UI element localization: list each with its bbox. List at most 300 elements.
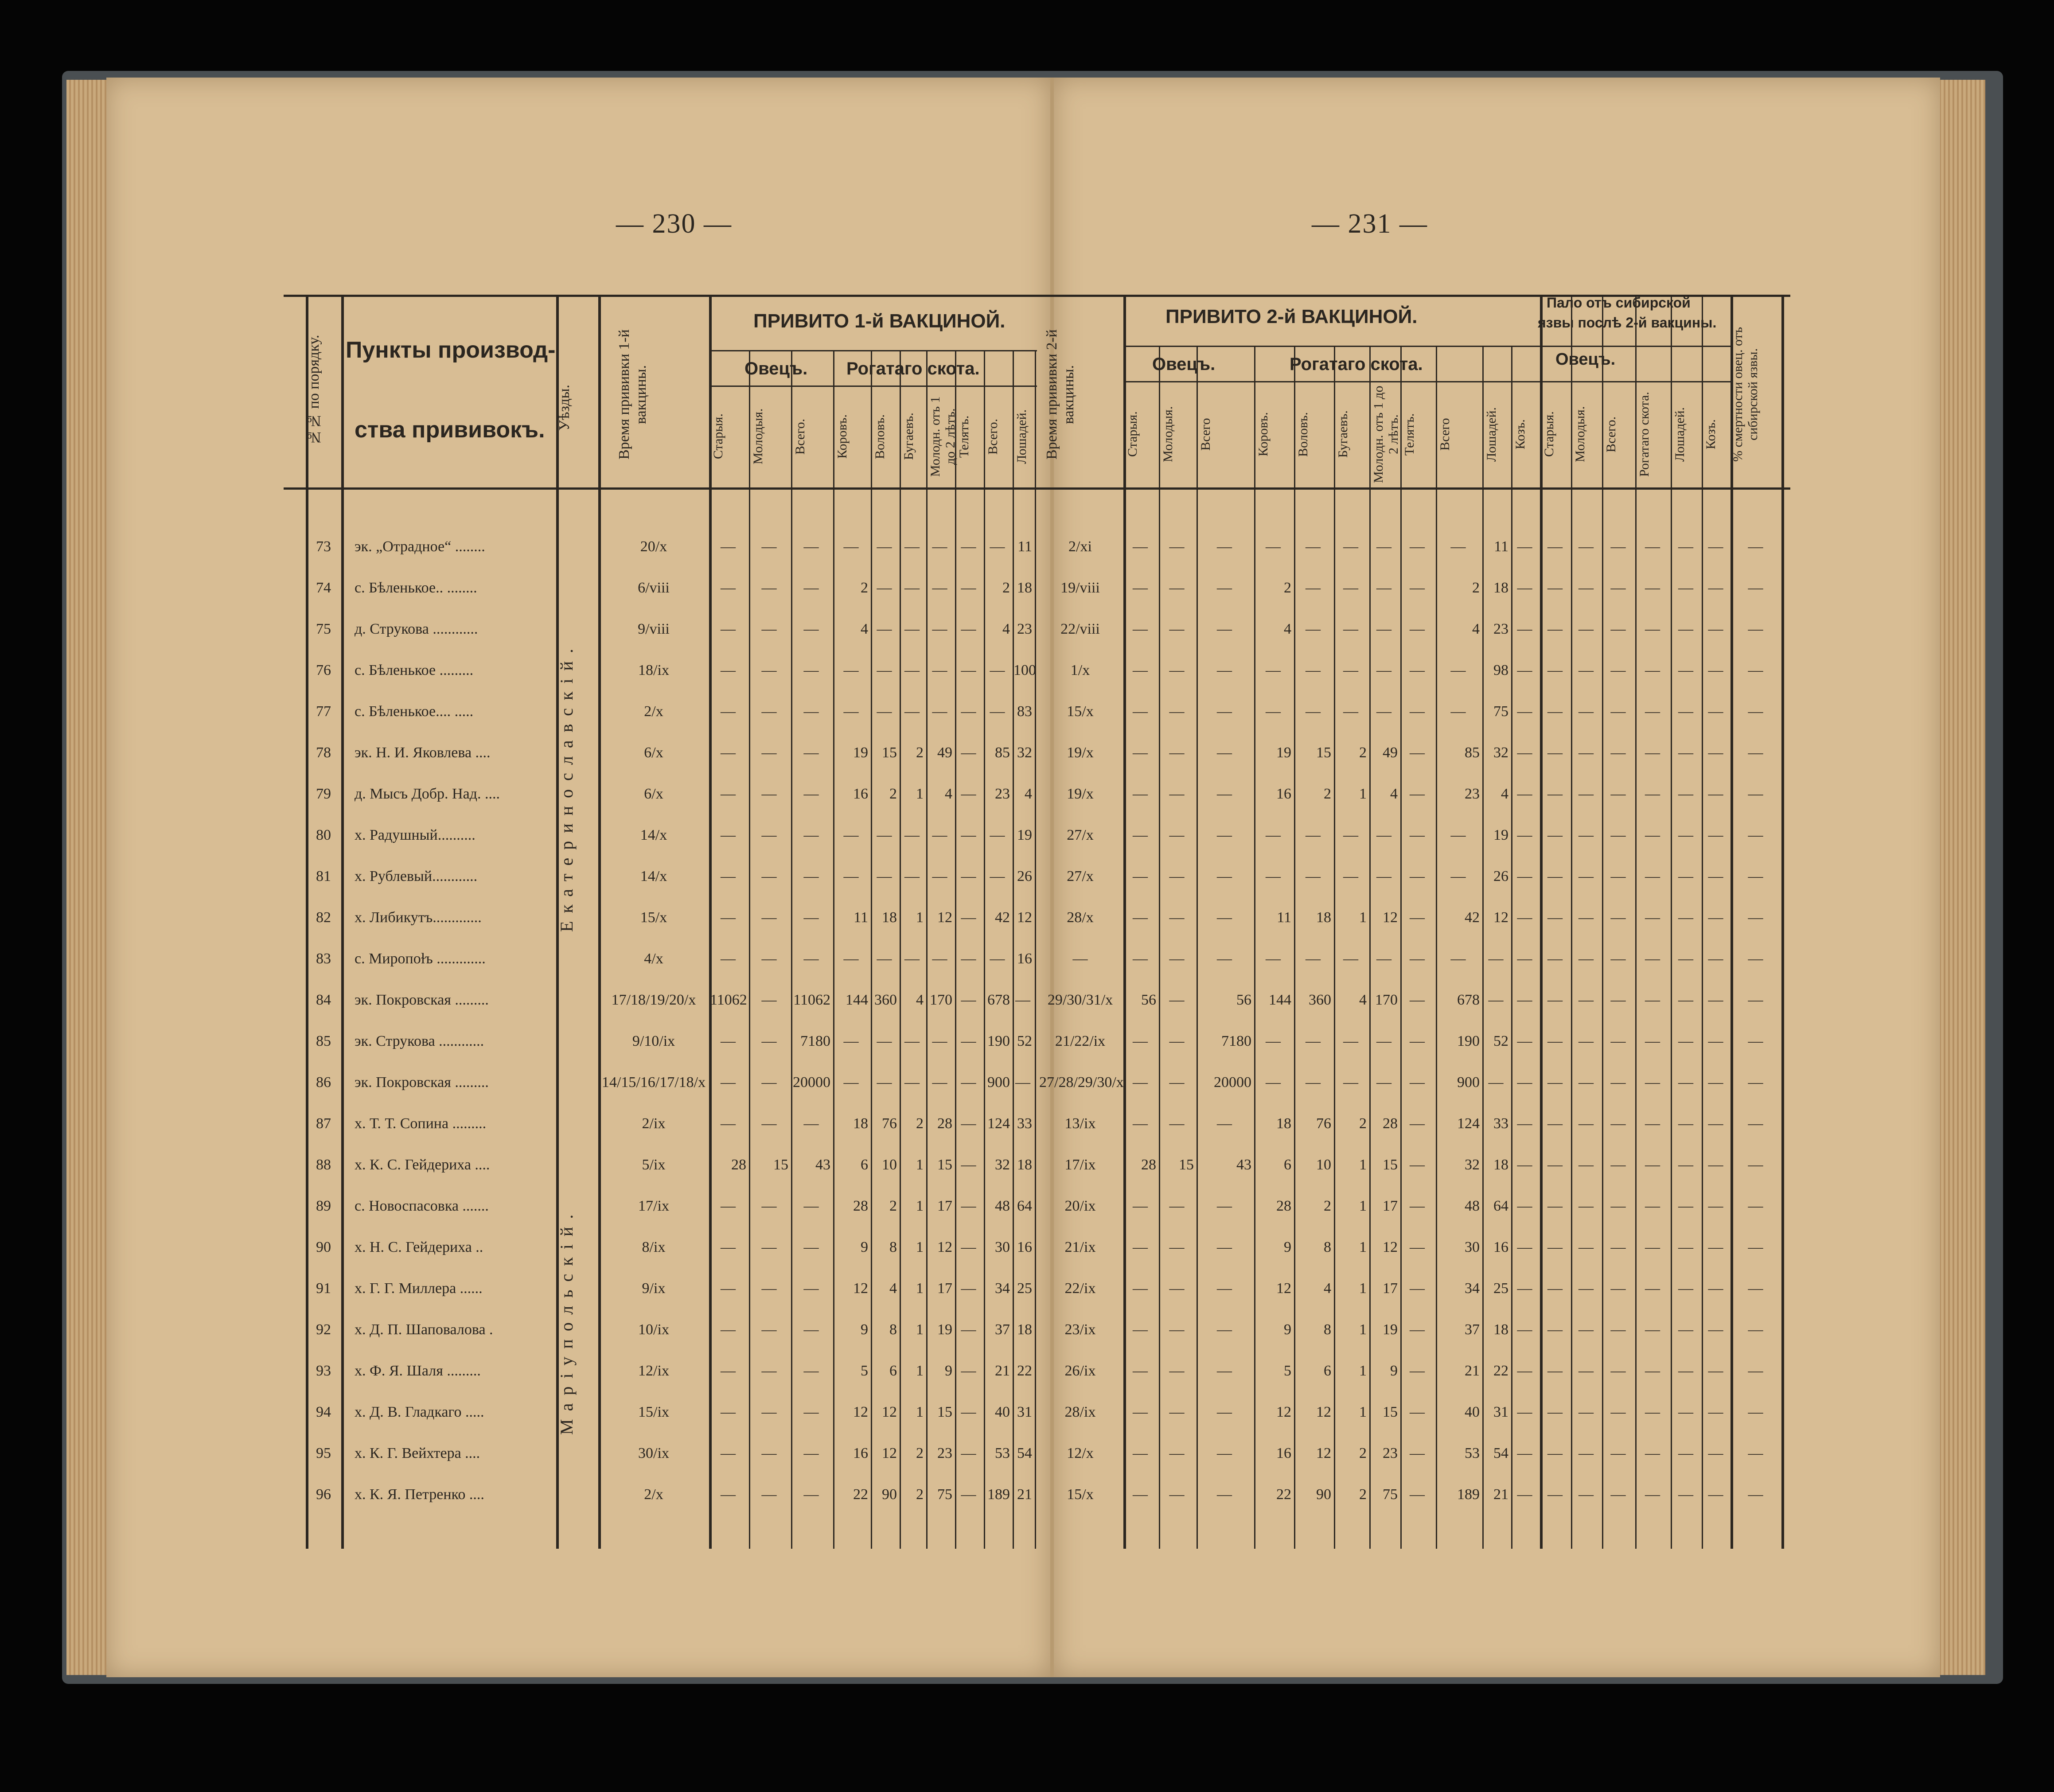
row-value-2: — — [1376, 1074, 1391, 1091]
row-value-1: — — [932, 703, 947, 720]
header-col-palo-2: Всего. — [1604, 416, 1618, 452]
header-col-right-4: Воловъ. — [1296, 412, 1310, 457]
row-value-2: 32 — [1493, 744, 1508, 761]
row-value-2: — — [1217, 868, 1232, 884]
row-palo-value: — — [1579, 1404, 1594, 1420]
row-value-2: — — [1217, 703, 1232, 720]
row-palo-value: — — [1708, 909, 1723, 926]
row-time-2: 27/x — [1067, 868, 1094, 884]
header-col-palo-0: Старыя. — [1542, 411, 1556, 457]
row-value-2: — — [1410, 786, 1425, 802]
row-value-1: — — [904, 580, 920, 596]
row-value-1: 25 — [1017, 1280, 1032, 1297]
row-palo-value: — — [1579, 827, 1594, 843]
row-palo-value: — — [1547, 1445, 1563, 1461]
row-value-1: — — [877, 538, 892, 555]
row-palo-value: — — [1547, 868, 1563, 884]
row-value-1: — — [761, 1445, 777, 1461]
row-value-2: — — [1517, 992, 1532, 1008]
row-palo-value: — — [1748, 1033, 1763, 1049]
row-value-2: — — [1343, 1033, 1358, 1049]
row-palo-value: — — [1748, 1198, 1763, 1214]
row-value-2: — — [1133, 1033, 1148, 1049]
row-value-2: 12 — [1383, 909, 1398, 926]
row-value-2: 20000 — [1214, 1074, 1251, 1091]
row-value-1: — — [803, 1239, 819, 1255]
row-value-1: — — [761, 1363, 777, 1379]
row-value-1: — — [843, 868, 859, 884]
row-value-1: 7180 — [800, 1033, 830, 1049]
row-value-1: — — [721, 1321, 736, 1338]
row-value-2: — — [1217, 621, 1232, 637]
row-value-1: 12 — [853, 1280, 868, 1297]
header-group-1: ПРИВИТО 1-й ВАКЦИНОЙ. — [753, 310, 1006, 332]
row-value-1: — — [803, 951, 819, 967]
row-value-1: 2 — [889, 786, 897, 802]
row-value-2: 43 — [1236, 1157, 1251, 1173]
row-palo-value: — — [1610, 1239, 1626, 1255]
row-value-2: — — [1410, 1074, 1425, 1091]
row-palo-value: — — [1708, 538, 1723, 555]
row-palo-value: — — [1708, 1198, 1723, 1214]
row-value-1: 9 — [861, 1321, 868, 1338]
row-time-1: 14/x — [640, 827, 667, 843]
header-time-1: Время прививки 1-й вакцины. — [616, 329, 649, 460]
row-value-1: — — [990, 868, 1005, 884]
row-value-1: — — [803, 703, 819, 720]
row-value-1: 11 — [854, 909, 868, 926]
row-value-2: — — [1410, 951, 1425, 967]
row-value-1: 18 — [1017, 1321, 1032, 1338]
row-value-2: 37 — [1465, 1321, 1480, 1338]
row-place: эк. „Отрадное“ ........ — [355, 538, 485, 555]
header-uezd: Уѣзды. — [556, 385, 573, 431]
header-col-palo-4: Лошадей. — [1672, 407, 1687, 462]
row-palo-value: — — [1579, 951, 1594, 967]
row-value-1: — — [721, 580, 736, 596]
row-value-1: 18 — [882, 909, 897, 926]
row-value-2: — — [1169, 909, 1185, 926]
row-palo-value: — — [1708, 1321, 1723, 1338]
header-ovets-2: Овецъ. — [1152, 355, 1216, 374]
row-palo-value: — — [1708, 1239, 1723, 1255]
row-value-1: 15 — [882, 744, 897, 761]
row-value-2: — — [1343, 580, 1358, 596]
row-value-1: — — [932, 621, 947, 637]
row-value-1: — — [961, 1486, 976, 1503]
row-palo-value: — — [1748, 992, 1763, 1008]
row-value-2: — — [1169, 1486, 1185, 1503]
row-value-1: 8 — [889, 1239, 897, 1255]
row-palo-value: — — [1579, 786, 1594, 802]
row-value-1: — — [721, 868, 736, 884]
row-value-2: 8 — [1324, 1321, 1331, 1338]
row-value-2: 32 — [1465, 1157, 1480, 1173]
row-time-2: 21/22/ix — [1055, 1033, 1106, 1049]
row-value-2: 52 — [1493, 1033, 1508, 1049]
row-palo-value: — — [1547, 744, 1563, 761]
row-value-1: 19 — [853, 744, 868, 761]
row-palo-value: — — [1579, 1239, 1594, 1255]
header-col-left-0: Старыя. — [711, 413, 725, 460]
row-palo-value: — — [1708, 786, 1723, 802]
row-value-1: — — [877, 621, 892, 637]
row-value-2: — — [1133, 1486, 1148, 1503]
row-value-1: — — [803, 1115, 819, 1132]
left-page-edges — [66, 80, 106, 1675]
row-value-1: — — [961, 703, 976, 720]
row-time-2: 15/x — [1067, 1486, 1094, 1503]
row-value-1: — — [904, 1033, 920, 1049]
row-palo-value: — — [1678, 786, 1693, 802]
row-value-2: 1 — [1359, 1404, 1367, 1420]
header-col-palo-1: Молодыя. — [1573, 406, 1587, 463]
row-time-1: 15/x — [640, 909, 667, 926]
row-value-1: 23 — [995, 786, 1010, 802]
header-palo-line2: язвы послѣ 2-й вакцины. — [1538, 315, 1717, 331]
row-value-2: — — [1410, 909, 1425, 926]
row-value-2: — — [1517, 1321, 1532, 1338]
row-time-1: 5/ix — [642, 1157, 666, 1173]
row-value-2: 90 — [1316, 1486, 1331, 1503]
row-value-1: 360 — [874, 992, 897, 1008]
row-value-1: — — [904, 951, 920, 967]
row-value-1: — — [761, 744, 777, 761]
row-value-2: 42 — [1465, 909, 1480, 926]
header-col-left-1: Молодыя. — [751, 408, 765, 465]
row-time-2: 26/ix — [1064, 1363, 1096, 1379]
row-value-2: 28 — [1276, 1198, 1291, 1214]
row-value-2: — — [1410, 1363, 1425, 1379]
row-value-1: 83 — [1017, 703, 1032, 720]
row-value-1: — — [803, 621, 819, 637]
row-value-1: 22 — [853, 1486, 868, 1503]
row-value-2: — — [1217, 662, 1232, 678]
row-number: 82 — [316, 909, 331, 926]
header-col-left-3: Коровъ. — [835, 414, 850, 459]
row-palo-value: — — [1547, 1404, 1563, 1420]
row-value-2: — — [1169, 868, 1185, 884]
row-value-1: 23 — [1017, 621, 1032, 637]
row-value-1: — — [761, 786, 777, 802]
row-value-2: 75 — [1493, 703, 1508, 720]
row-value-2: 49 — [1383, 744, 1398, 761]
row-value-1: — — [904, 662, 920, 678]
row-palo-value: — — [1678, 827, 1693, 843]
row-value-2: — — [1410, 1239, 1425, 1255]
row-palo-value: — — [1678, 1115, 1693, 1132]
row-value-1: 15 — [773, 1157, 788, 1173]
row-palo-value: — — [1645, 1363, 1660, 1379]
row-value-1: 1 — [916, 1198, 924, 1214]
header-col-right-2: Всего — [1198, 418, 1213, 451]
row-value-1: 32 — [995, 1157, 1010, 1173]
row-value-2: 11 — [1277, 909, 1291, 926]
row-value-1: — — [877, 662, 892, 678]
row-value-1: — — [961, 786, 976, 802]
row-palo-value: — — [1645, 1198, 1660, 1214]
row-number: 83 — [316, 951, 331, 967]
row-value-1: — — [877, 580, 892, 596]
row-palo-value: — — [1748, 580, 1763, 596]
uezd-mariupol: Маріупольскій. — [557, 1206, 577, 1435]
row-value-1: — — [990, 827, 1005, 843]
row-value-1: 678 — [987, 992, 1010, 1008]
row-value-2: — — [1517, 538, 1532, 555]
row-value-2: — — [1410, 868, 1425, 884]
row-palo-value: — — [1610, 1404, 1626, 1420]
row-value-2: — — [1217, 1363, 1232, 1379]
row-value-1: — — [761, 1115, 777, 1132]
row-value-2: 4 — [1390, 786, 1398, 802]
row-place: эк. Н. И. Яковлева .... — [355, 744, 491, 761]
row-time-1: 17/18/19/20/x — [611, 992, 696, 1008]
row-value-2: — — [1343, 951, 1358, 967]
row-value-2: 6 — [1284, 1157, 1291, 1173]
row-palo-value: — — [1748, 868, 1763, 884]
row-value-2: — — [1169, 1115, 1185, 1132]
row-place: х. Д. В. Гладкаго ..... — [355, 1404, 484, 1420]
row-value-2: 16 — [1276, 1445, 1291, 1461]
row-value-2: — — [1133, 1074, 1148, 1091]
row-value-1: — — [803, 538, 819, 555]
row-palo-value: — — [1610, 580, 1626, 596]
row-time-1: 14/15/16/17/18/x — [601, 1074, 706, 1091]
row-time-1: 8/ix — [642, 1239, 666, 1255]
row-value-1: — — [904, 1074, 920, 1091]
row-value-2: — — [1410, 1486, 1425, 1503]
row-value-2: — — [1133, 744, 1148, 761]
row-value-2: 23 — [1465, 786, 1480, 802]
row-value-1: — — [932, 868, 947, 884]
row-value-2: 4 — [1472, 621, 1480, 637]
row-palo-value: — — [1645, 1115, 1660, 1132]
row-value-2: 12 — [1383, 1239, 1398, 1255]
row-number: 78 — [316, 744, 331, 761]
row-value-2: — — [1376, 662, 1391, 678]
row-time-1: 30/ix — [638, 1445, 669, 1461]
row-value-1: — — [761, 1404, 777, 1420]
row-place: х. К. Я. Петренко .... — [355, 1486, 484, 1503]
row-palo-value: — — [1748, 1239, 1763, 1255]
row-place: эк. Покровская ......... — [355, 992, 489, 1008]
row-value-2: — — [1343, 538, 1358, 555]
row-palo-value: — — [1748, 703, 1763, 720]
row-value-1: 37 — [995, 1321, 1010, 1338]
row-number: 95 — [316, 1445, 331, 1461]
row-palo-value: — — [1708, 1157, 1723, 1173]
row-value-1: 11062 — [793, 992, 830, 1008]
row-time-2: 22/viii — [1060, 621, 1100, 637]
row-value-1: — — [721, 1404, 736, 1420]
row-palo-value: — — [1645, 580, 1660, 596]
subheader-rule-left — [709, 350, 1037, 351]
row-palo-value: — — [1610, 1115, 1626, 1132]
row-value-1: — — [721, 1115, 736, 1132]
row-palo-value: — — [1678, 1404, 1693, 1420]
row-value-1: 10 — [882, 1157, 897, 1173]
row-palo-value: — — [1610, 951, 1626, 967]
row-value-2: — — [1169, 538, 1185, 555]
row-number: 76 — [316, 662, 331, 678]
row-value-2: 2 — [1359, 1115, 1367, 1132]
row-value-2: 15 — [1179, 1157, 1194, 1173]
row-place: х. Н. С. Гейдериха .. — [355, 1239, 483, 1255]
row-value-1: 2 — [916, 1115, 924, 1132]
row-palo-value: — — [1748, 827, 1763, 843]
row-palo-value: — — [1579, 1198, 1594, 1214]
row-palo-value: — — [1678, 621, 1693, 637]
row-value-1: 190 — [987, 1033, 1010, 1049]
row-palo-value: — — [1645, 1157, 1660, 1173]
row-palo-value: — — [1547, 827, 1563, 843]
row-palo-value: — — [1678, 538, 1693, 555]
row-number: 75 — [316, 621, 331, 637]
row-value-1: 90 — [882, 1486, 897, 1503]
subheader-rule-left-2 — [709, 386, 1037, 387]
row-value-1: — — [932, 662, 947, 678]
row-palo-value: — — [1579, 1033, 1594, 1049]
row-value-1: — — [761, 827, 777, 843]
row-value-2: — — [1217, 1321, 1232, 1338]
row-value-1: — — [961, 1363, 976, 1379]
row-number: 85 — [316, 1033, 331, 1049]
row-value-2: — — [1410, 1280, 1425, 1297]
row-palo-value: — — [1645, 868, 1660, 884]
row-value-1: 28 — [731, 1157, 746, 1173]
row-value-2: 9 — [1284, 1321, 1291, 1338]
row-value-2: — — [1169, 1074, 1185, 1091]
row-value-1: 31 — [1017, 1404, 1032, 1420]
row-value-1: — — [904, 621, 920, 637]
row-value-2: — — [1133, 1363, 1148, 1379]
row-value-2: 64 — [1493, 1198, 1508, 1214]
row-palo-value: — — [1678, 868, 1693, 884]
row-value-2: 19 — [1383, 1321, 1398, 1338]
row-palo-value: — — [1645, 1321, 1660, 1338]
column-rule — [341, 295, 344, 1549]
row-value-1: 23 — [937, 1445, 952, 1461]
row-palo-value: — — [1748, 1280, 1763, 1297]
row-palo-value: — — [1610, 538, 1626, 555]
row-value-1: — — [721, 1198, 736, 1214]
column-rule — [1781, 295, 1784, 1549]
row-time-1: 6/x — [644, 786, 663, 802]
row-number: 91 — [316, 1280, 331, 1297]
row-value-2: 18 — [1493, 1157, 1508, 1173]
row-value-2: 1 — [1359, 1198, 1367, 1214]
row-value-1: — — [761, 538, 777, 555]
row-palo-value: — — [1708, 744, 1723, 761]
row-value-1: — — [721, 1445, 736, 1461]
row-value-2: 360 — [1309, 992, 1331, 1008]
row-value-1: — — [803, 827, 819, 843]
row-palo-value: — — [1579, 1486, 1594, 1503]
row-value-2: — — [1133, 827, 1148, 843]
row-value-1: — — [721, 1074, 736, 1091]
row-value-1: — — [803, 786, 819, 802]
row-palo-value: — — [1547, 951, 1563, 967]
row-value-1: — — [961, 909, 976, 926]
row-value-1: 43 — [815, 1157, 830, 1173]
row-time-2: 27/x — [1067, 827, 1094, 843]
row-time-2: 2/xi — [1068, 538, 1092, 555]
row-palo-value: — — [1748, 662, 1763, 678]
row-number: 86 — [316, 1074, 331, 1091]
row-value-2: — — [1169, 1445, 1185, 1461]
row-value-1: — — [721, 786, 736, 802]
row-value-2: — — [1169, 1404, 1185, 1420]
row-palo-value: — — [1708, 1074, 1723, 1091]
row-value-2: — — [1133, 662, 1148, 678]
row-value-2: — — [1450, 662, 1466, 678]
row-value-1: — — [721, 538, 736, 555]
row-palo-value: — — [1678, 1445, 1693, 1461]
row-value-2: 15 — [1383, 1404, 1398, 1420]
row-value-1: 34 — [995, 1280, 1010, 1297]
row-value-2: 22 — [1493, 1363, 1508, 1379]
header-col-right-0: Старыя. — [1125, 411, 1140, 457]
row-number: 92 — [316, 1321, 331, 1338]
row-value-1: — — [721, 621, 736, 637]
row-value-1: 900 — [987, 1074, 1010, 1091]
row-value-1: — — [721, 703, 736, 720]
row-value-2: 1 — [1359, 1321, 1367, 1338]
row-value-2: — — [1306, 868, 1321, 884]
row-value-2: — — [1266, 1033, 1281, 1049]
row-value-1: — — [803, 1363, 819, 1379]
row-palo-value: — — [1708, 868, 1723, 884]
row-time-1: 2/x — [644, 1486, 663, 1503]
row-value-1: — — [721, 909, 736, 926]
row-place: с. Новоспасовка ....... — [355, 1198, 489, 1214]
row-value-2: 11 — [1494, 538, 1508, 555]
row-value-1: — — [803, 1198, 819, 1214]
row-value-2: — — [1133, 1198, 1148, 1214]
header-col-left-8: Всего. — [986, 418, 1000, 455]
row-value-2: — — [1169, 621, 1185, 637]
header-col-right-8: Всего — [1438, 418, 1452, 451]
row-value-1: 21 — [995, 1363, 1010, 1379]
row-value-2: — — [1306, 1033, 1321, 1049]
row-value-2: — — [1266, 827, 1281, 843]
row-value-2: — — [1306, 580, 1321, 596]
row-value-2: — — [1266, 538, 1281, 555]
row-palo-value: — — [1645, 909, 1660, 926]
row-value-2: — — [1217, 580, 1232, 596]
row-value-1: — — [877, 868, 892, 884]
row-value-2: 21 — [1493, 1486, 1508, 1503]
row-palo-value: — — [1610, 827, 1626, 843]
row-number: 84 — [316, 992, 331, 1008]
row-time-2: 23/ix — [1064, 1321, 1096, 1338]
row-value-1: — — [721, 1486, 736, 1503]
row-palo-value: — — [1547, 1239, 1563, 1255]
row-value-2: — — [1169, 786, 1185, 802]
header-col-right-9: Лошадей. — [1484, 407, 1499, 462]
row-value-1: 2 — [916, 744, 924, 761]
row-value-2: — — [1217, 951, 1232, 967]
row-palo-value: — — [1678, 1198, 1693, 1214]
row-value-2: — — [1169, 580, 1185, 596]
row-value-2: 12 — [1316, 1404, 1331, 1420]
row-value-1: — — [932, 1033, 947, 1049]
row-palo-value: — — [1708, 662, 1723, 678]
row-value-2: — — [1376, 951, 1391, 967]
row-value-2: 170 — [1375, 992, 1398, 1008]
row-value-2: — — [1517, 1280, 1532, 1297]
row-value-2: — — [1376, 1033, 1391, 1049]
